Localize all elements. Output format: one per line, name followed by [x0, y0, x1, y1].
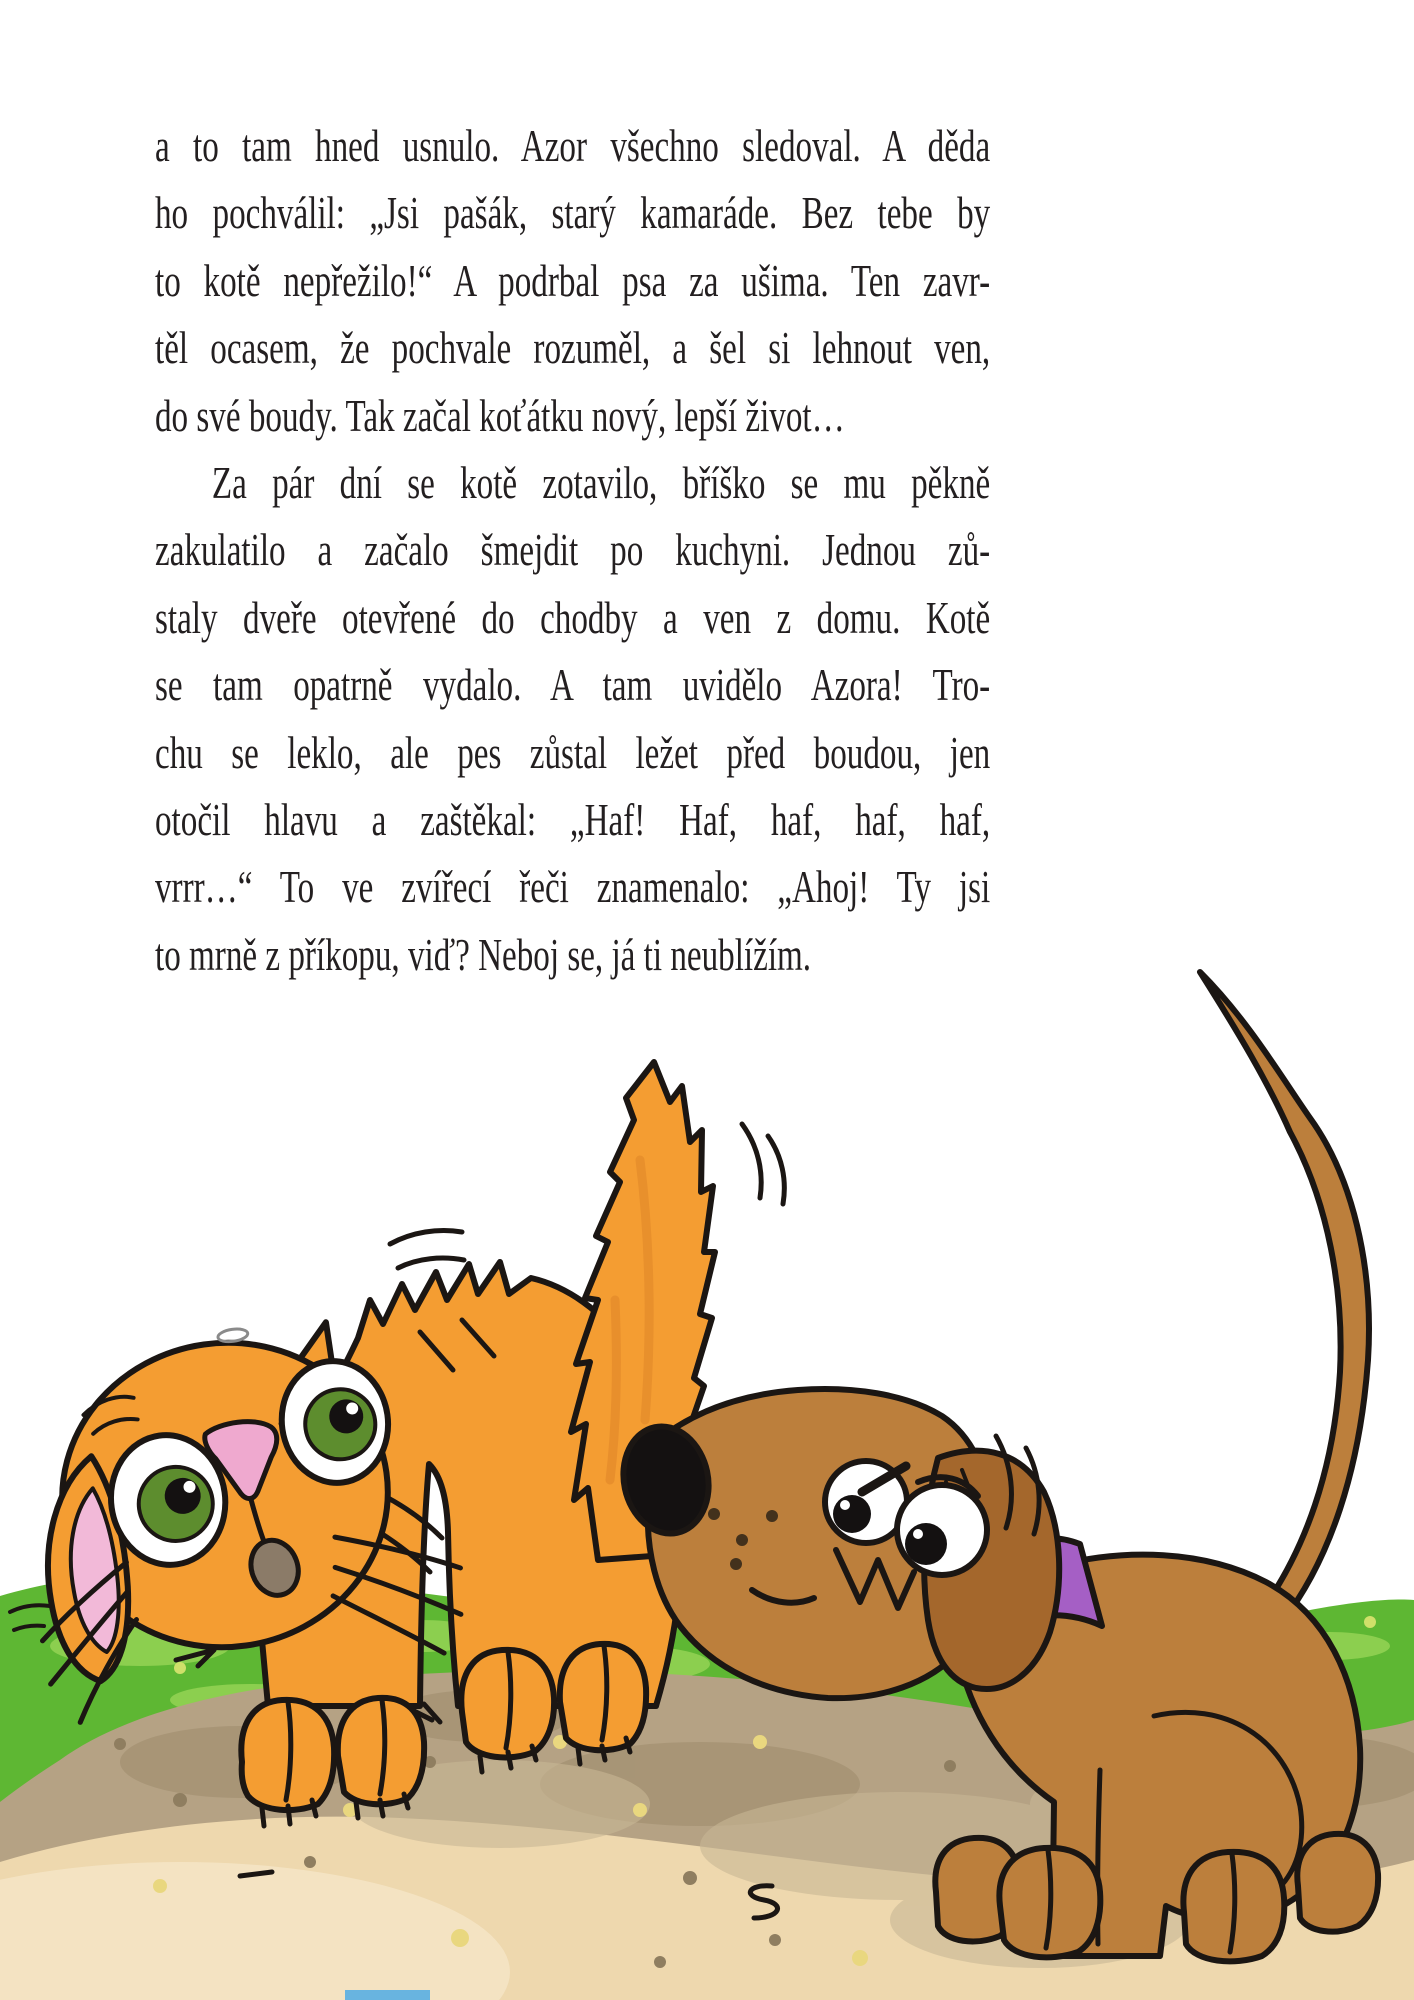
- story-line: zakulatilo a začalo šmejdit po kuchyni. Jednou zů-: [155, 524, 991, 576]
- story-line: se tam opatrně vydalo. A tam uvidělo Azora! Tro-: [155, 659, 991, 711]
- motion-lines-left-of-tail: [390, 1231, 464, 1269]
- story-line: staly dveře otevřené do chodby a ven z domu. Kotě: [155, 591, 991, 643]
- story-line: a to tam hned usnulo. Azor všechno sledoval. A děda: [155, 120, 991, 171]
- story-line: otočil hlavu a zaštěkal: „Haf! Haf, haf, haf, haf,: [155, 793, 991, 845]
- story-line: vrrr…“ To ve zvířecí řeči znamenalo: „Ahoj! Ty jsi: [155, 861, 991, 913]
- story-line: to kotě nepřežilo!“ A podrbal psa za ušima. Ten zavr-: [155, 254, 991, 306]
- story-line: těl ocasem, že pochvale rozuměl, a šel si lehnout ven,: [155, 322, 991, 374]
- story-illustration: [0, 820, 1414, 2000]
- story-line: ho pochválil: „Jsi pašák, starý kamaráde. Bez tebe by: [155, 187, 991, 239]
- motion-lines-right-of-tail: [742, 1124, 784, 1204]
- blue-edge-sliver: [345, 1990, 430, 2000]
- story-line: to mrně z příkopu, viď? Neboj se, já ti neublížím.: [155, 928, 812, 980]
- dog-eye-right: [897, 1485, 987, 1575]
- dog-tail: [1200, 972, 1369, 1622]
- story-line: do své boudy. Tak začal koťátku nový, lepší život…: [155, 389, 845, 441]
- story-line: Za pár dní se kotě zotavilo, bříško se mu pěkně: [211, 456, 991, 508]
- story-line: chu se leklo, ale pes zůstal ležet před boudou, jen: [155, 726, 991, 778]
